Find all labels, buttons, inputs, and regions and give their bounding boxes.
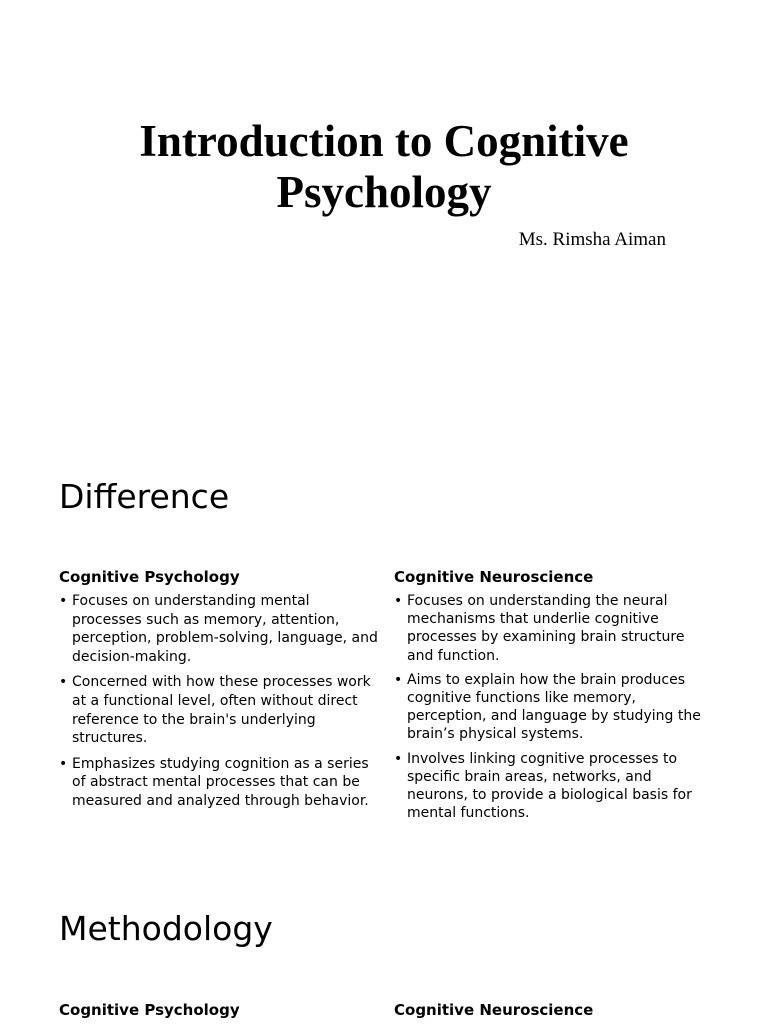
column-cognitive-psychology — [59, 1001, 381, 1025]
bullet-list — [394, 592, 714, 822]
column-heading: Cognitive Neuroscience — [394, 568, 594, 586]
bullet-icon: • — [59, 593, 68, 609]
bullet-icon: • — [59, 674, 68, 691]
column-cognitive-neuroscience — [394, 568, 714, 828]
bullet-text: Involves linking cognitive processes to specific brain areas, networks, and neurons, to provide a biological basis for mental functions. — [407, 750, 692, 822]
bullet-text: Concerned with how these processes work at a functional level, often without direct reference to the brain's underlying structures. — [72, 674, 371, 747]
bullet-icon: • — [394, 671, 403, 688]
author-name: Ms. Rimsha Aiman — [518, 229, 666, 250]
presentation-title: Introduction to Cognitive Psychology — [139, 116, 629, 217]
list-item — [59, 673, 381, 747]
bullet-icon: • — [394, 750, 403, 767]
column-heading: Cognitive Neuroscience — [394, 1001, 594, 1019]
bullet-list — [59, 592, 381, 811]
bullet-icon: • — [394, 593, 403, 609]
methodology-slide — [0, 866, 768, 1024]
bullet-text: Focuses on understanding the neural mechanisms that underlie cognitive processes by examining brain structure and function. — [407, 593, 685, 664]
list-item — [59, 592, 381, 666]
list-item — [394, 592, 714, 665]
slide-heading-difference: Difference — [59, 477, 230, 516]
column-cognitive-neuroscience — [394, 1001, 714, 1025]
column-cognitive-psychology — [59, 568, 381, 818]
difference-slide — [0, 433, 768, 865]
bullet-icon: • — [59, 755, 68, 772]
list-item — [394, 671, 714, 744]
bullet-text: Focuses on understanding mental processes such as memory, attention, perception, problem-solving, language, and decision-making. — [72, 593, 378, 665]
title-slide — [0, 0, 768, 432]
bullet-text: Aims to explain how the brain produces cognitive functions like memory, perception, and language by studying the brain’s physical systems. — [407, 671, 701, 743]
column-heading: Cognitive Psychology — [59, 1001, 240, 1019]
list-item — [394, 750, 714, 823]
column-heading: Cognitive Psychology — [59, 568, 240, 586]
list-item — [59, 755, 381, 811]
bullet-text: Emphasizes studying cognition as a series of abstract mental processes that can be measured and analyzed through behavior. — [72, 755, 369, 809]
slide-heading-methodology: Methodology — [59, 909, 273, 948]
